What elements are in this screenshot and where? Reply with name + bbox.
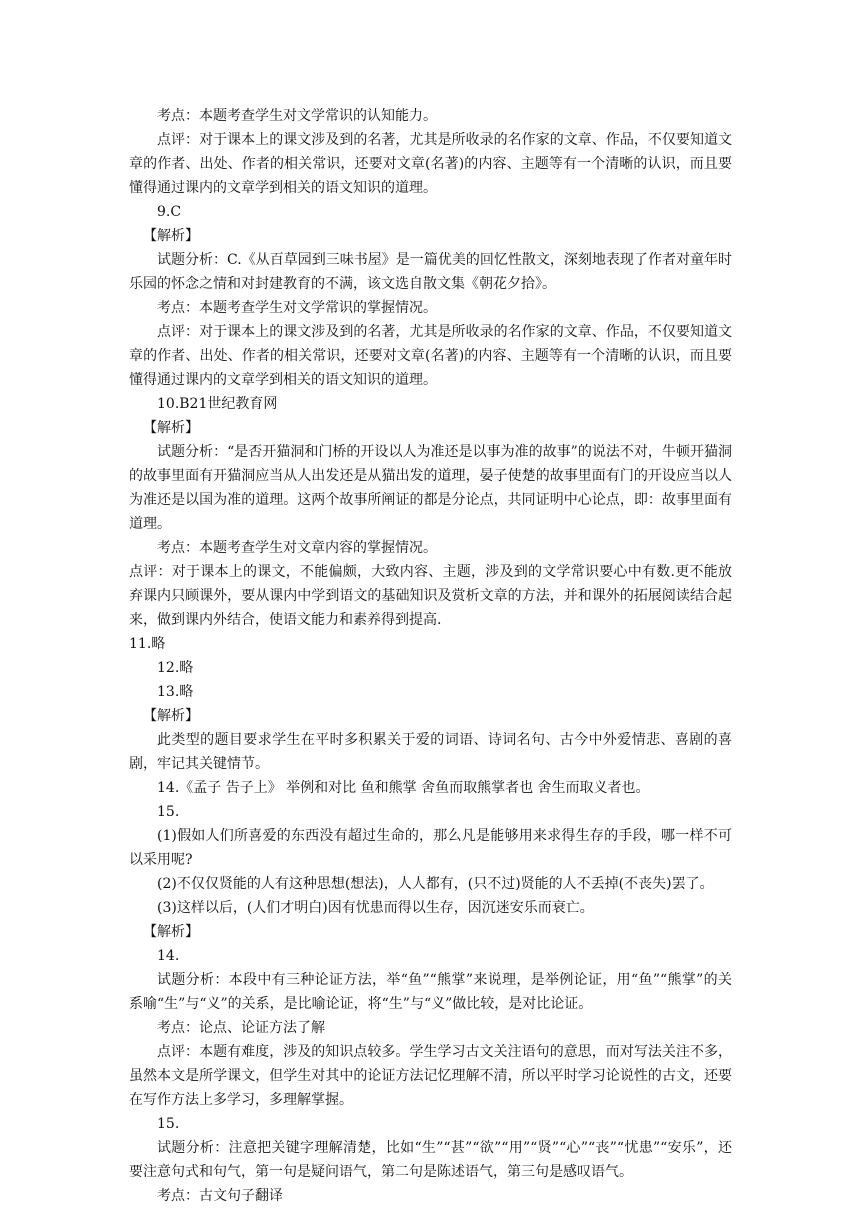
paragraph-dianping-3: 点评：对于课本上的课文，不能偏颇，大致内容、主题，涉及到的文学常识要心中有数.更不能放弃课内只顾课外，要从课内中学到语文的基础知识及赏析文章的方法，并和课外的拓展阅读结合起来，做到课内外结合，使语文能力和素养得到提高. [129, 564, 732, 628]
analysis-heading: 【解析】 [143, 924, 199, 940]
paragraph-analysis-9: 试题分析：C.《从百草园到三味书屋》是一篇优美的回忆性散文，深刻地表现了作者对童年时乐园的怀念之情和对封建教育的不满，该文选自散文集《朝花夕拾》。 [129, 252, 732, 292]
answer-11: 11.略 [129, 636, 166, 652]
paragraph-dianping-2: 点评：对于课本上的课文涉及到的名著，尤其是所收录的名作家的文章、作品，不仅要知道文章的作者、出处、作者的相关常识，还要对文章(名著)的内容、主题等有一个清晰的认识，而且要懂得通过课内的文章学到相关的语文知识的道理。 [129, 324, 732, 388]
paragraph-dianping-14: 点评：本题有难度，涉及的知识点较多。学生学习古文关注语句的意思，而对写法关注不多，虽然本文是所学课文，但学生对其中的论证方法记忆理解不清，所以平时学习论说性的古文，还要在写作方法上多学习，多理解掌握。 [129, 1044, 732, 1108]
paragraph-kaodian-1: 考点：本题考查学生对文学常识的认知能力。 [157, 108, 437, 124]
paragraph-analysis-15: 试题分析：注意把关键字理解清楚，比如“生”“甚”“欲”“用”“贤”“心”“丧”“忧患”“安乐”，还要注意句式和句气，第一句是疑问语气，第二句是陈述语气，第三句是感叹语气。 [129, 1140, 732, 1180]
paragraph-kaodian-14: 考点：论点、论证方法了解 [157, 1020, 325, 1036]
analysis-14-label: 14. [157, 948, 180, 964]
answer-15-item-3: (3)这样以后，(人们才明白)因有忧患而得以生存，因沉迷安乐而衰亡。 [157, 900, 594, 916]
paragraph-analysis-10: 试题分析：“是否开猫洞和门桥的开设以人为准还是以事为准的故事”的说法不对，牛顿开猫洞的故事里面有开猫洞应当从人出发还是从猫出发的道理，晏子使楚的故事里面有门的开设应当以人为准还是以国为准的道理。这两个故事所阐证的都是分论点，共同证明中心论点，即：故事里面有道理。 [129, 444, 732, 532]
answer-12: 12.略 [157, 660, 194, 676]
paragraph-kaodian-3: 考点：本题考查学生对文章内容的掌握情况。 [157, 540, 437, 556]
answer-9: 9.C [157, 204, 182, 220]
paragraph-analysis-14: 试题分析：本段中有三种论证方法，举“鱼”“熊掌”来说理，是举例论证，用“鱼”“熊掌”的关系喻“生”与“义”的关系，是比喻论证，将“生”与“义”做比较，是对比论证。 [129, 972, 732, 1012]
answer-15-item-1: (1)假如人们所喜爱的东西没有超过生命的，那么凡是能够用来求得生存的手段，哪一样不可以采用呢? [129, 828, 732, 868]
answer-15-item-2: (2)不仅仅贤能的人有这种思想(想法)，人人都有，(只不过)贤能的人不丢掉(不丧失)罢了。 [157, 876, 714, 892]
analysis-heading: 【解析】 [143, 708, 199, 724]
answer-10: 10.B21世纪教育网 [157, 396, 278, 412]
analysis-heading: 【解析】 [143, 228, 199, 244]
analysis-heading: 【解析】 [143, 420, 199, 436]
paragraph-kaodian-2: 考点：本题考查学生对文学常识的掌握情况。 [157, 300, 437, 316]
paragraph-kaodian-15: 考点：古文句子翻译 [157, 1188, 283, 1204]
document-body [129, 104, 732, 1208]
answer-15-heading: 15. [157, 804, 180, 820]
paragraph-analysis-13: 此类型的题目要求学生在平时多积累关于爱的词语、诗词名句、古今中外爱情悲、喜剧的喜剧，牢记其关键情节。 [129, 732, 732, 772]
analysis-15-label: 15. [157, 1116, 180, 1132]
paragraph-dianping-1: 点评：对于课本上的课文涉及到的名著，尤其是所收录的名作家的文章、作品，不仅要知道文章的作者、出处、作者的相关常识，还要对文章(名著)的内容、主题等有一个清晰的认识，而且要懂得通过课内的文章学到相关的语文知识的道理。 [129, 132, 732, 196]
answer-13: 13.略 [157, 684, 194, 700]
answer-14: 14.《孟子 告子上》 举例和对比 鱼和熊掌 舍鱼而取熊掌者也 舍生而取义者也。 [157, 780, 650, 796]
